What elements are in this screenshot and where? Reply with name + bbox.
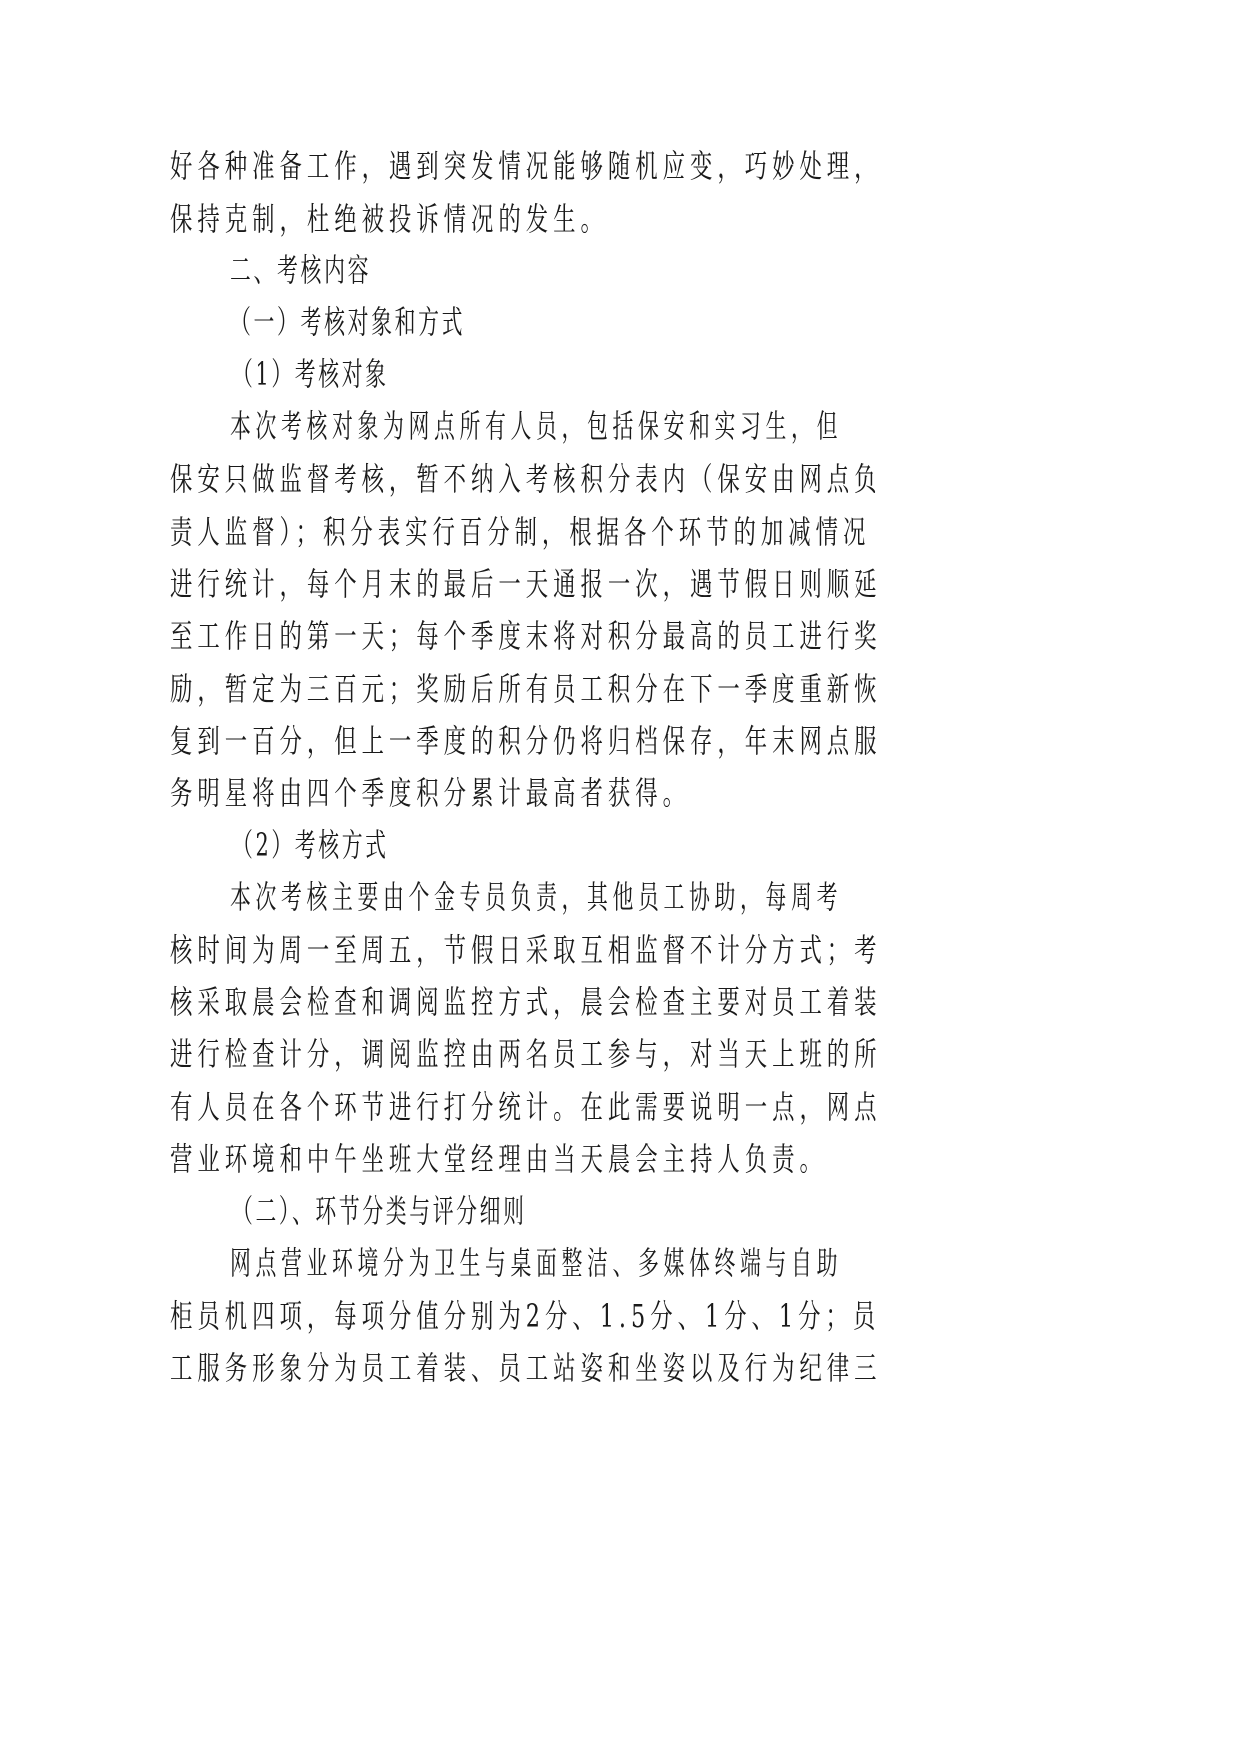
text-line: 保持克制，杜绝被投诉情况的发生。 <box>170 202 608 238</box>
text-line: 本次考核主要由个金专员负责，其他员工协助，每周考 <box>230 880 843 916</box>
text-line: 复到一百分，但上一季度的积分仍将归档保存，年末网点服 <box>170 724 882 760</box>
text-line: 进行检查计分，调阅监控由两名员工参与，对当天上班的所 <box>170 1037 882 1073</box>
text-line: 营业环境和中午坐班大堂经理由当天晨会主持人负责。 <box>170 1142 827 1178</box>
text-line: 工服务形象分为员工着装、员工站姿和坐姿以及行为纪律三 <box>170 1351 882 1387</box>
text-line: 务明星将由四个季度积分累计最高者获得。 <box>170 776 690 812</box>
text-line: 好各种准备工作，遇到突发情况能够随机应变，巧妙处理， <box>170 149 882 185</box>
text-line: 至工作日的第一天；每个季度末将对积分最高的员工进行奖 <box>170 619 882 655</box>
text-line: 保安只做监督考核，暂不纳入考核积分表内（保安由网点负 <box>170 462 882 498</box>
text-line: 核时间为周一至周五，节假日采取互相监督不计分方式；考 <box>170 933 882 969</box>
subsection-heading: （1）考核对象 <box>232 357 389 393</box>
subsection-heading: （2）考核方式 <box>232 828 389 864</box>
text-line: 进行统计，每个月末的最后一天通报一次，遇节假日则顺延 <box>170 567 882 603</box>
subsection-heading: （一）考核对象和方式 <box>230 305 466 341</box>
text-line: 网点营业环境分为卫生与桌面整洁、多媒体终端与自助 <box>230 1246 843 1282</box>
text-line: 核采取晨会检查和调阅监控方式，晨会检查主要对员工着装 <box>170 985 882 1021</box>
text-line: 励，暂定为三百元；奖励后所有员工积分在下一季度重新恢 <box>170 672 882 708</box>
text-line: 有人员在各个环节进行打分统计。在此需要说明一点，网点 <box>170 1090 882 1126</box>
subsection-heading: （二）、环节分类与评分细则 <box>232 1194 527 1230</box>
text-line: 责人监督）；积分表实行百分制，根据各个环节的加减情况 <box>170 515 871 551</box>
text-line: 本次考核对象为网点所有人员，包括保安和实习生，但 <box>230 409 843 445</box>
text-line: 柜员机四项，每项分值分别为2分、1.5分、1分、1分；员 <box>170 1299 881 1335</box>
section-heading: 二、考核内容 <box>230 253 372 289</box>
